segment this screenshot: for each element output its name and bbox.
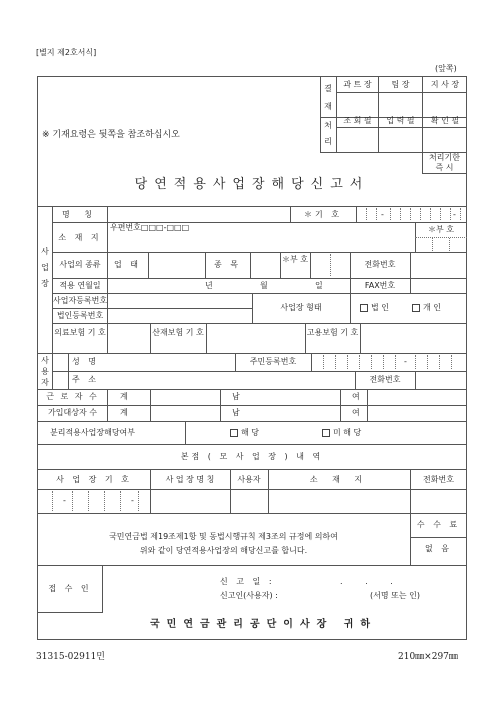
sep-yes-checkbox[interactable]: 해 당 [230,428,259,438]
postal-code-field[interactable]: 우편번호□□□-□□□ [110,223,190,232]
report-date-value[interactable]: . . . [340,577,403,586]
form-code: 31315-02911민 [36,652,105,662]
page-side-label: (앞쪽) [435,64,457,73]
corp-reg-no-label: 법인등록번호 [56,311,104,320]
type-sub-code-label: ＊부 호 [282,255,308,264]
indiv-checkbox[interactable]: 개 인 [412,303,441,313]
corp-checkbox[interactable]: 법 인 [360,303,389,313]
declarant-label: 신고인(사용자) : [220,591,278,600]
business-type-label: 사업의 종류 [59,260,101,269]
user-rrn-label: 주민등록번호 [249,357,297,366]
signature-hint: (서명 또는 인) [370,591,420,600]
biz-reg-no-label: 사업자등록번호 [53,296,108,305]
user-name-label: 성 명 [72,357,99,366]
join-male-label: 남 [232,408,240,417]
declaration-line2: 위와 같이 당연적용사업장의 해당신고를 합니다. [139,546,308,555]
business-item-label: 종 목 [214,260,241,269]
day-label: 일 [315,281,323,290]
emp-ins-label: 고용보험 기 호 [306,328,359,337]
phone-label: 전화번호 [364,260,396,269]
head-code-col: 사 업 장 기 호 [56,475,132,484]
declaration-line1: 국민연금법 제19조제1항 및 동법시행규칙 제3조의 규정에 의하여 [109,532,338,541]
address-sub-code-label: ＊부 호 [428,225,454,234]
checkbox-icon [360,304,368,312]
recipient-line: 국민연금관리공단이사장 귀하 [150,619,378,630]
approval-row1-label: 결 재 [324,84,332,111]
ind-ins-label: 산재보험 기 호 [152,328,204,337]
workers-male-label: 남 [232,392,240,401]
join-count-label: 가입대상자 수 [48,408,97,417]
join-sum-label: 계 [120,408,128,417]
fee-label: 수 수 료 [416,520,461,529]
fax-label: FAX번호 [364,281,396,290]
user-section-label: 사 용 자 [41,356,49,387]
apply-date-label: 적용 연월일 [59,281,101,290]
checkbox-icon [412,304,420,312]
instructions-note: ※ 기재요령은 뒷쪽을 참조하십시오 [42,130,180,140]
biz-name-label: 명 칭 [62,210,98,219]
sep-no-checkbox[interactable]: 미 해 당 [322,428,361,438]
business-category-label: 업 태 [114,260,141,269]
processing-col1: 조 회 필 [343,116,372,125]
workers-female-label: 여 [352,392,360,401]
form-title: 당연적용사업장해당신고서 [134,177,370,192]
year-label: 년 [205,281,213,290]
period-value: 즉 시 [435,163,454,172]
processing-col2: 입 력 필 [386,116,415,125]
approval-col3: 지 사 장 [430,80,460,89]
report-date-label: 신 고 일 : [220,577,275,586]
approval-col1: 과 트 장 [343,80,372,89]
head-address-col: 소 재 지 [309,475,369,484]
biz-section-label: 사 업 장 [41,247,49,288]
biz-form-label: 사업장 형태 [280,303,322,312]
checkbox-icon [322,429,330,437]
user-address-label: 주 소 [72,375,99,384]
head-phone-col: 전화번호 [423,475,454,484]
separate-app-label: 분리적용사업장해당여부 [50,428,136,437]
fee-value: 없 음 [425,544,452,553]
med-ins-label: 의료보험 기 호 [54,328,106,337]
head-user-col: 사용자 [237,475,261,484]
user-phone-label: 전화번호 [369,375,401,384]
join-female-label: 여 [352,408,360,417]
biz-address-label: 소 재 지 [58,233,102,242]
approval-col2: 팀 장 [391,80,410,89]
biz-code-label: ＊기 호 [304,210,342,219]
month-label: 월 [260,281,268,290]
processing-col3: 확 인 필 [430,116,460,125]
receipt-stamp-label: 접 수 인 [48,584,92,593]
form-number: [별지 제2호서식] [36,48,97,57]
approval-row2-label: 처 리 [324,121,332,146]
period-label: 처리기한 [429,153,460,162]
paper-size: 210㎜×297㎜ [398,652,458,662]
checkbox-icon [230,429,238,437]
head-name-col: 사 업 장 명 칭 [165,475,215,484]
workers-sum-label: 계 [120,392,128,401]
workers-count-label: 근 로 자 수 [46,392,99,401]
head-office-title: 본점 ( 모 사 업 장 ) 내 역 [180,452,324,461]
